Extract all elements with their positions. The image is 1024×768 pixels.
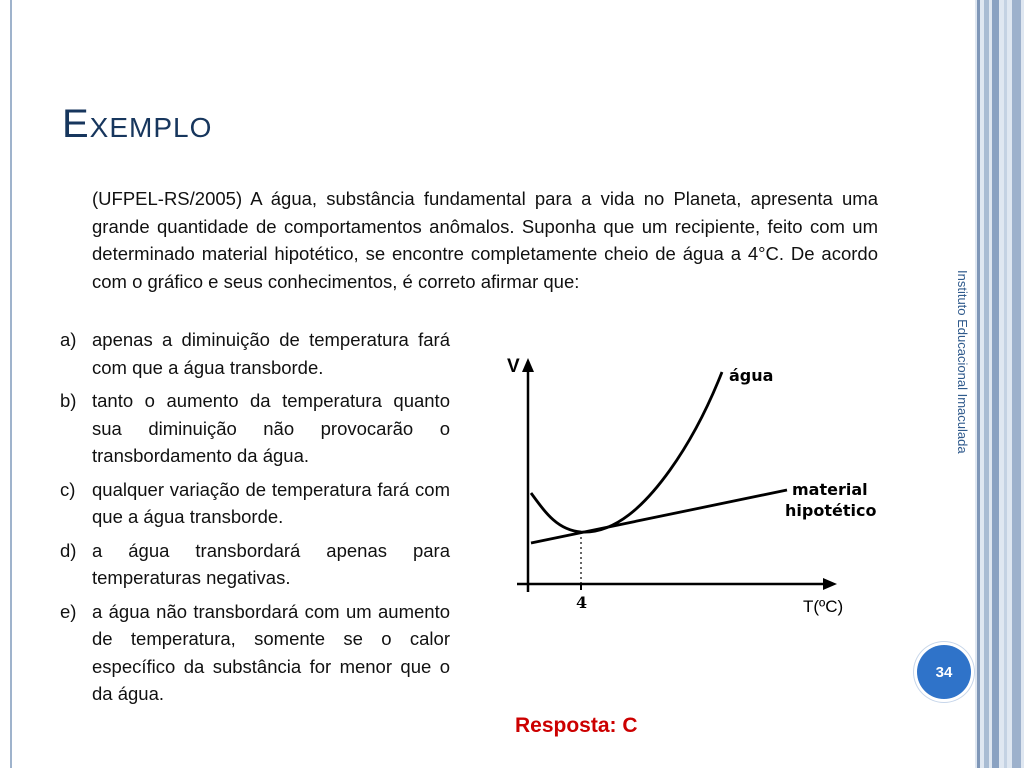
- right-band-stripe: [984, 0, 989, 768]
- option-text: tanto o aumento da temperatura quanto sua diminuição não provocarão o transbordamento da água.: [92, 390, 450, 466]
- option-letter: d): [60, 539, 77, 561]
- option-text: a água não transbordará com um aumento de temperatura, somente se o calor específico da substância for menor que o da água.: [92, 600, 450, 704]
- right-band-stripe: [1012, 0, 1021, 768]
- option-text: qualquer variação de temperatura fará com que a água transborde.: [92, 478, 450, 527]
- right-band-stripe: [992, 0, 999, 768]
- answer-text: Resposta: C: [515, 714, 638, 737]
- option-text: a água transbordará apenas para temperaturas negativas.: [92, 539, 450, 588]
- answer-options: [60, 326, 450, 714]
- x-tick-label: 4: [576, 593, 588, 612]
- material-line-label: material: [792, 480, 868, 499]
- option-d: [60, 537, 450, 592]
- question-statement: (UFPEL-RS/2005) A água, substância fundamental para a vida no Planeta, apresenta uma grande quantidade de comportamentos anômalos. Suponha que um recipiente, feito com um determinado material hipotético, se encontre completamente cheio de água a 4°C. De acordo com o gráfico e seus conhecimentos, é correto afirmar que:: [92, 188, 878, 292]
- x-axis-label: T(ºC): [803, 597, 844, 616]
- institution-side-label: Instituto Educacional Imaculada: [955, 270, 970, 454]
- volume-temperature-graph: [495, 340, 895, 630]
- option-text: apenas a diminuição de temperatura fará com que a água transborde.: [92, 329, 450, 378]
- material-line-label-2: hipotético: [785, 501, 877, 520]
- option-c: [60, 476, 450, 531]
- option-letter: b): [60, 390, 77, 411]
- y-axis-arrowhead: [522, 358, 534, 372]
- option-a: [60, 326, 450, 381]
- x-axis-arrowhead: [823, 578, 837, 590]
- option-e: [60, 598, 450, 708]
- right-band-stripe: [977, 0, 980, 768]
- page-number: 34: [935, 663, 953, 681]
- right-band-stripe: [1004, 0, 1007, 768]
- water-curve-label: água: [729, 366, 774, 385]
- y-axis-label: V: [507, 356, 520, 377]
- option-letter: e): [60, 600, 77, 622]
- material-line: [531, 490, 787, 543]
- option-b: [60, 387, 450, 470]
- option-letter: a): [60, 329, 77, 350]
- page-number-badge: [917, 645, 971, 699]
- left-frame-line: [10, 0, 12, 768]
- slide-title: Exemplo: [62, 102, 213, 146]
- option-letter: c): [60, 478, 76, 500]
